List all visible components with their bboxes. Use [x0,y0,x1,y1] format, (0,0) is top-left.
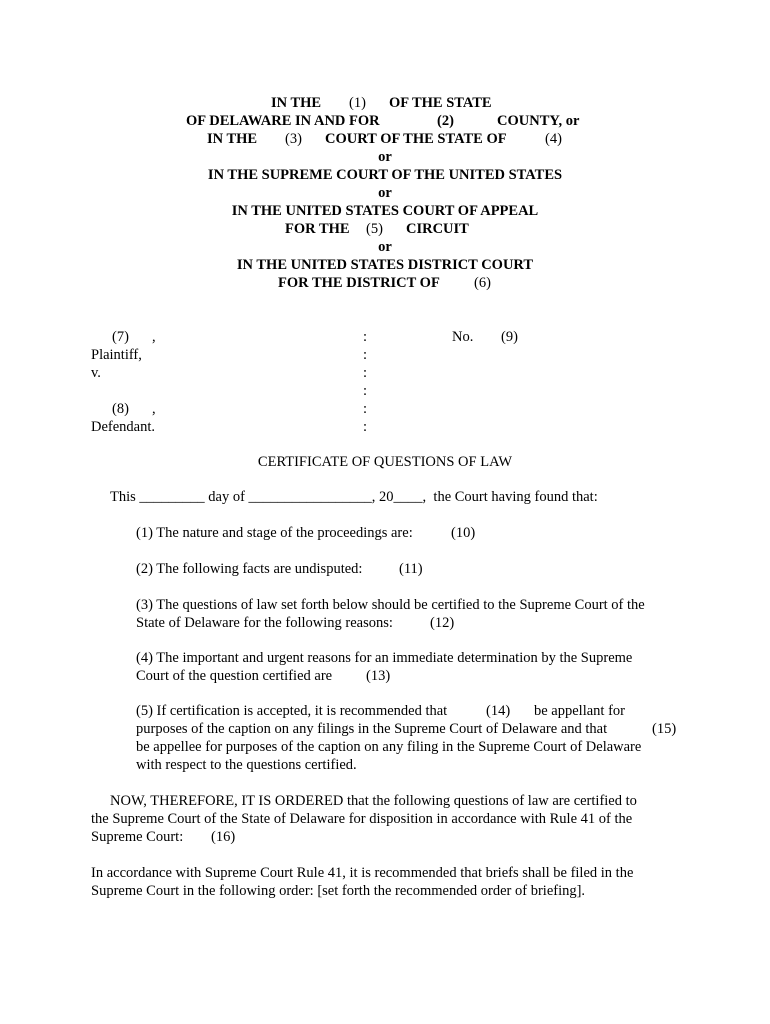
defendant-comma: , [152,401,156,417]
caption-line3-mid: COURT OF THE STATE OF [325,131,507,147]
caption-line6-post: CIRCUIT [406,221,469,237]
item-5-line3: be appellee for purposes of the caption on any filing in the Supreme Court of Delaware [136,739,642,755]
versus-label: v. [91,365,101,381]
certificate-intro: This _________ day of _________________, 20____, the Court having found that: [110,489,598,505]
blank-4: (4) [545,131,562,147]
briefs-line2: Supreme Court in the following order: [set forth the recommended order of briefing]. [91,883,586,899]
blank-15: (15) [652,721,677,737]
caption-line1-post: OF THE STATE [389,95,492,111]
item-1-text: (1) The nature and stage of the proceedings are: [136,525,413,541]
case-number-blank: (9) [501,329,518,345]
colon-divider: : [363,383,368,399]
caption-line1-pre: IN THE [271,95,322,111]
briefs-line1: In accordance with Supreme Court Rule 41, it is recommended that briefs shall be filed in the [91,865,634,881]
order-line2: the Supreme Court of the State of Delaware for disposition in accordance with Rule 41 of the [91,811,633,827]
blank-12: (12) [430,615,455,631]
blank-1: (1) [349,95,366,111]
blank-10: (10) [451,525,476,541]
blank-2: (2) [437,113,454,129]
item-5-line2: purposes of the caption on any filings in the Supreme Court of Delaware and that [136,721,608,737]
blank-6: (6) [474,275,491,291]
blank-3: (3) [285,131,302,147]
caption-line3-pre: IN THE [207,131,258,147]
caption-line2-post: COUNTY, or [497,113,580,129]
item-5-line1b: be appellant for [534,703,625,719]
case-number-label: No. [452,329,474,345]
item-4-line1: (4) The important and urgent reasons for an immediate determination by the Supreme [136,650,633,666]
blank-5: (5) [366,221,383,237]
plaintiff-name-blank: (7) [112,329,129,345]
blank-11: (11) [399,561,423,577]
caption-line6-pre: FOR THE [285,221,350,237]
caption-line7: IN THE UNITED STATES DISTRICT COURT [236,257,534,273]
caption-or-2: or [378,185,392,201]
colon-divider: : [363,347,368,363]
blank-13: (13) [366,668,391,684]
defendant-label: Defendant. [91,419,156,435]
colon-divider: : [363,401,368,417]
colon-divider: : [363,329,368,345]
item-4-line2: Court of the question certified are [136,668,333,684]
plaintiff-label: Plaintiff, [91,347,142,363]
item-5-line1a: (5) If certification is accepted, it is recommended that [136,703,448,719]
item-2-text: (2) The following facts are undisputed: [136,561,363,577]
caption-line4: IN THE SUPREME COURT OF THE UNITED STATES [207,167,563,183]
defendant-name-blank: (8) [112,401,129,417]
blank-16: (16) [211,829,236,845]
blank-14: (14) [486,703,511,719]
caption-or-3: or [378,239,392,255]
caption-line5: IN THE UNITED STATES COURT OF APPEAL [231,203,539,219]
certificate-title: CERTIFICATE OF QUESTIONS OF LAW [257,454,513,470]
colon-divider: : [363,365,368,381]
caption-line8-pre: FOR THE DISTRICT OF [278,275,440,291]
item-5-line4: with respect to the questions certified. [136,757,357,773]
item-3-line2: State of Delaware for the following reasons: [136,615,393,631]
order-line3: Supreme Court: [91,829,184,845]
order-line1: NOW, THEREFORE, IT IS ORDERED that the following questions of law are certified to [110,793,637,809]
caption-or-1: or [378,149,392,165]
plaintiff-comma: , [152,329,156,345]
item-3-line1: (3) The questions of law set forth below should be certified to the Supreme Court of the [136,597,645,613]
colon-divider: : [363,419,368,435]
caption-line2-pre: OF DELAWARE IN AND FOR [186,113,380,129]
